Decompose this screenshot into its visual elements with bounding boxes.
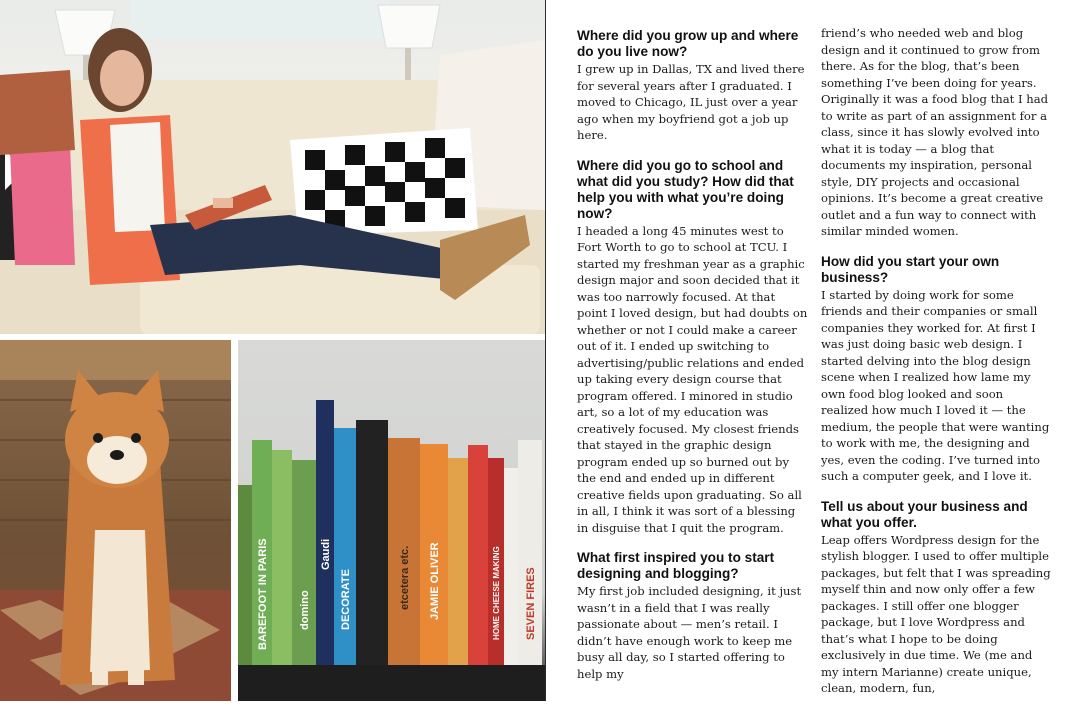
woman-on-couch-photo <box>0 0 545 334</box>
answer-paragraph: I started by doing work for some friends and their companies or small companies they worked for. At first I was just doing basic web design. I started delving into the blog design scene when I realized how lame my own food blog looked and soon realized how much I loved it — the medium, the people that were wanting to work with me, the designing and yes, even the coding. I’ve turned into such a computer geek, and I love it. <box>821 287 1050 483</box>
question-heading: Tell us about your business and what you offer. <box>821 498 1028 530</box>
answer-paragraph: My first job included designing, it just wasn’t in a field that I was really passionate about — men’s retail. I didn’t have enough work to keep me busy all day, so I started offering to help my <box>577 584 802 681</box>
question-heading: What first inspired you to start designing and blogging? <box>577 550 775 581</box>
book-title: JAMIE OLIVER <box>429 542 441 620</box>
answer-paragraph: I grew up in Dallas, TX and lived there for several years after I graduated. I moved to Chicago, IL just over a year ago when my boyfriend got a job up here. <box>577 62 805 142</box>
answer-paragraph: Leap offers Wordpress design for the stylish blogger. I used to offer multiple packages, but felt that I was spreading myself thin and now only offer a few packages. I still offer one blogger package, but I love Wordpress and that’s what I hope to be doing exclusively in due time. We (me and my intern Marianne) create unique, clean, modern, fun, <box>821 532 1051 695</box>
page-gutter <box>545 0 546 701</box>
book-title: domino <box>299 590 311 630</box>
answer-paragraph: friend’s who needed web and blog design and it continued to grow from there. As for the blog, that’s been something I’ve been doing for years. Originally it was a food blog that I had to write as part of an assignment for a class, since it has slowly evolved into what it is today — a blog that documents my inspiration, personal style, DIY projects and occasional opinions. It’s become a great creative outlet and a fun way to connect with similar minded women. <box>821 26 1049 238</box>
question-heading: How did you start your own business? <box>821 253 1000 285</box>
photo-collage <box>0 0 545 701</box>
answer-paragraph: I headed a long 45 minutes west to Fort Worth to go to school at TCU. I started my freshman year as a graphic design major and soon decided that it was too narrowly focused. At that point I loved design, but had doubts on whether or not I could make a career out of it. I ended up switching to advertising/public relations and ended up taking every design course that program offered. I minored in studio art, so a lot of my education was creatively focused. My closest friends that stayed in the graphic design program ended up so burned out by the end and ended up in different creative fields upon graduating. So all in all, I think it was sort of a blessing in disguise that I quit the program. <box>577 223 808 535</box>
couch-illustration <box>0 0 545 334</box>
shiba-inu-dog-photo <box>0 340 231 701</box>
dog-illustration <box>0 340 231 701</box>
book-title: HOME CHEESE MAKING <box>492 546 501 640</box>
book-title: SEVEN FIRES <box>525 567 537 640</box>
bookshelf-cookbooks-photo <box>238 340 545 701</box>
question-heading: Where did you grow up and where do you live now? <box>577 28 799 59</box>
article-column-2 <box>821 25 1053 711</box>
question-heading: Where did you go to school and what did you study? How did that help you with what you’re doing now? <box>577 157 794 221</box>
book-title: etcetera etc. <box>399 545 411 610</box>
article-column-1 <box>577 28 809 696</box>
book-title: Gaudi <box>320 538 332 570</box>
book-title: BAREFOOT IN PARIS <box>257 538 269 650</box>
books-illustration <box>238 340 545 701</box>
book-title: DECORATE <box>340 569 352 630</box>
